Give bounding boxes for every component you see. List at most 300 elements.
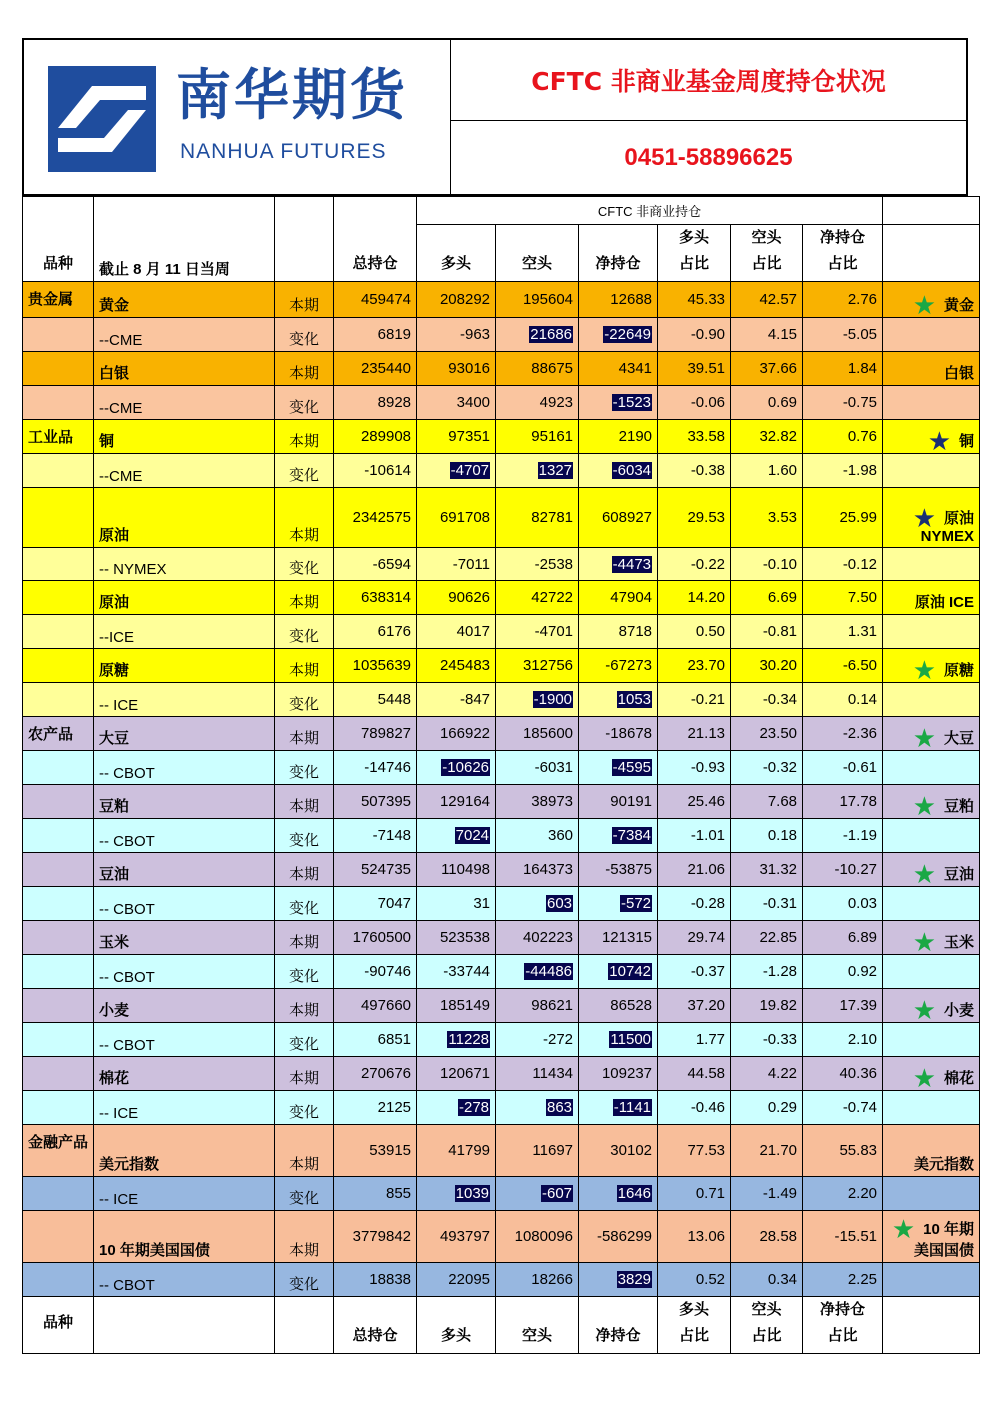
cell-long (417, 581, 496, 615)
cell-short (496, 454, 579, 488)
value-text: -6594 (372, 555, 412, 573)
label-cell (883, 853, 980, 887)
footer-blank (275, 1297, 334, 1354)
label-cell (883, 785, 980, 819)
cell-long (417, 887, 496, 921)
cell-short (496, 921, 579, 955)
period-cell: 变化 (275, 887, 334, 921)
value-text: 45.33 (687, 291, 726, 308)
value-text: -4701 (534, 623, 574, 640)
variety-name: -- CBOT (94, 1023, 275, 1057)
footer-blank (94, 1297, 275, 1354)
cell-net-pct (803, 921, 883, 955)
cell-short-pct (731, 955, 803, 989)
category-cell (23, 751, 94, 785)
value-text: 97351 (448, 428, 491, 445)
variety-name: 黄金 (94, 282, 275, 318)
value-text: -33744 (443, 963, 491, 980)
cell-short-pct (731, 488, 803, 548)
table-row (23, 548, 980, 581)
cell-net (579, 1125, 658, 1177)
value-text: 0.18 (767, 827, 798, 844)
cell-short-pct (731, 751, 803, 785)
table-row (23, 1023, 980, 1057)
value-text: 17.78 (839, 793, 878, 810)
label-cell (883, 581, 980, 615)
col-header-long-pct: 多头 占比 (658, 225, 731, 282)
cell-net-pct (803, 1023, 883, 1057)
value-text: -53875 (605, 861, 653, 878)
value-text: 208292 (439, 291, 491, 308)
value-text: 6.69 (767, 589, 798, 606)
cell-long-pct (658, 921, 731, 955)
value-text: 608927 (601, 509, 653, 526)
value-text: 23.50 (759, 725, 798, 742)
cell-short-pct (731, 717, 803, 751)
cell-short (496, 420, 579, 454)
cell-short (496, 1057, 579, 1091)
logo-text-cn: 南华期货 (176, 63, 409, 127)
highlight-value: -4473 (612, 555, 652, 573)
cell-total (334, 1091, 417, 1125)
report-title: CFTC 非商业基金周度持仓状况 (531, 67, 886, 96)
highlight-value: 21686 (530, 326, 573, 343)
table-row (23, 581, 980, 615)
value-text: -18678 (605, 725, 653, 742)
label-cell (883, 921, 980, 955)
value-text: -0.37 (690, 963, 726, 980)
title-area (451, 40, 966, 121)
value-text: -10614 (364, 462, 412, 479)
cell-long (417, 548, 496, 581)
table-row (23, 751, 980, 785)
value-text: -2.36 (842, 725, 878, 742)
value-text: -0.12 (842, 555, 878, 573)
highlight-value: -4707 (450, 462, 490, 479)
cell-short (496, 1125, 579, 1177)
variety-name: 豆油 (94, 853, 275, 887)
star-icon: ★ (912, 290, 936, 318)
value-text: -1.98 (842, 462, 878, 479)
category-cell: 金融产品 (23, 1125, 94, 1177)
col-header-label-blank (883, 225, 980, 282)
cell-net (579, 649, 658, 683)
cell-net (579, 955, 658, 989)
cell-net-pct (803, 1211, 883, 1263)
col-header-net: 净持仓 (579, 225, 658, 282)
table-row (23, 853, 980, 887)
value-text: 0.52 (695, 1271, 726, 1288)
cell-net (579, 282, 658, 318)
table-body (23, 282, 980, 1297)
value-text: 4923 (539, 394, 574, 411)
cell-short-pct (731, 352, 803, 386)
value-text: -1.01 (690, 827, 726, 844)
cell-short (496, 1091, 579, 1125)
variety-name: -- ICE (94, 683, 275, 717)
value-text: -10.27 (834, 861, 878, 878)
value-text: -586299 (596, 1228, 653, 1245)
value-text: 44.58 (687, 1065, 726, 1082)
highlight-value: -6034 (612, 462, 652, 479)
cell-long (417, 352, 496, 386)
value-text: 289908 (360, 428, 412, 445)
label-cell (883, 352, 980, 386)
period-cell: 变化 (275, 454, 334, 488)
highlight-value: 1039 (455, 1185, 490, 1202)
value-text: 6819 (377, 326, 412, 343)
value-text: 19.82 (759, 997, 798, 1014)
table-row (23, 1177, 980, 1211)
star-icon: ★ (912, 791, 936, 819)
cell-short-pct (731, 887, 803, 921)
category-cell (23, 649, 94, 683)
variety-label: 原油 (944, 510, 975, 527)
value-text: 25.99 (839, 509, 878, 526)
value-text: -15.51 (834, 1228, 878, 1245)
value-text: -90746 (364, 963, 412, 980)
cell-long (417, 420, 496, 454)
cell-long-pct (658, 717, 731, 751)
category-cell (23, 581, 94, 615)
cell-long (417, 955, 496, 989)
value-text: 21.06 (687, 861, 726, 878)
cell-short-pct (731, 853, 803, 887)
cell-long (417, 1091, 496, 1125)
variety-name: 玉米 (94, 921, 275, 955)
cell-short (496, 887, 579, 921)
cell-net-pct (803, 853, 883, 887)
cell-total (334, 581, 417, 615)
variety-name: -- ICE (94, 1091, 275, 1125)
highlight-value: -4595 (612, 759, 652, 776)
value-text: 312756 (522, 657, 574, 674)
cell-long (417, 853, 496, 887)
highlight-value: -44486 (525, 963, 573, 980)
label-cell (883, 683, 980, 717)
label-cell (883, 649, 980, 683)
cell-net-pct (803, 615, 883, 649)
value-text: -0.31 (762, 895, 798, 912)
value-text: 32.82 (759, 428, 798, 445)
value-text: 28.58 (759, 1228, 798, 1245)
value-text: 0.34 (767, 1271, 798, 1288)
cell-total (334, 1023, 417, 1057)
variety-label: 美元指数 (914, 1156, 975, 1173)
value-text: -0.38 (690, 462, 726, 479)
cell-net (579, 581, 658, 615)
cell-long-pct (658, 1125, 731, 1177)
value-text: -1.28 (762, 963, 798, 980)
value-text: 245483 (439, 657, 491, 674)
value-text: -0.32 (762, 759, 798, 776)
value-text: 22.85 (759, 929, 798, 946)
cell-net (579, 1177, 658, 1211)
period-cell: 本期 (275, 785, 334, 819)
highlight-value: 1327 (538, 462, 573, 479)
value-text: 195604 (522, 291, 574, 308)
value-text: 11697 (532, 1142, 574, 1159)
value-text: 88675 (531, 360, 574, 377)
value-text: 185149 (439, 997, 491, 1014)
cell-short (496, 785, 579, 819)
cell-short-pct (731, 1263, 803, 1297)
cell-total (334, 683, 417, 717)
highlight-value: -1141 (613, 1099, 652, 1116)
value-text: 6.89 (847, 929, 878, 946)
col-header-net-pct: 净持仓 占比 (803, 225, 883, 282)
value-text: -2538 (534, 555, 574, 573)
label-cell (883, 751, 980, 785)
period-cell: 变化 (275, 615, 334, 649)
cell-long (417, 819, 496, 853)
variety-label-2: NYMEX (920, 528, 975, 545)
value-text: 3779842 (352, 1228, 412, 1245)
logo-area (24, 40, 451, 194)
category-cell (23, 785, 94, 819)
cell-total (334, 615, 417, 649)
value-text: 2125 (377, 1099, 412, 1116)
value-text: 855 (385, 1185, 412, 1202)
value-text: 31 (473, 895, 491, 912)
cell-long-pct (658, 386, 731, 420)
cell-short (496, 352, 579, 386)
variety-label: 大豆 (944, 730, 975, 747)
cell-net (579, 1023, 658, 1057)
footer-long-pct: 多头 占比 (658, 1297, 731, 1354)
cell-net-pct (803, 1091, 883, 1125)
period-cell: 本期 (275, 717, 334, 751)
value-text: -0.33 (762, 1031, 798, 1048)
cell-long-pct (658, 318, 731, 352)
value-text: 37.66 (759, 360, 798, 377)
period-cell: 本期 (275, 649, 334, 683)
category-cell (23, 352, 94, 386)
cell-total (334, 785, 417, 819)
cell-net (579, 1263, 658, 1297)
variety-name: 大豆 (94, 717, 275, 751)
cell-total (334, 548, 417, 581)
value-text: -0.74 (842, 1099, 878, 1116)
cell-total (334, 1177, 417, 1211)
cell-short (496, 683, 579, 717)
variety-name: 小麦 (94, 989, 275, 1023)
col-header-period (275, 197, 334, 282)
table-row (23, 282, 980, 318)
value-text: 524735 (360, 861, 412, 878)
label-cell (883, 1125, 980, 1177)
variety-label: 铜 (959, 433, 975, 450)
value-text: 691708 (439, 509, 491, 526)
value-text: 120671 (439, 1065, 491, 1082)
variety-label: 豆粕 (944, 798, 975, 815)
cell-net (579, 683, 658, 717)
value-text: 47904 (610, 589, 653, 606)
table-row (23, 488, 980, 548)
value-text: 30.20 (759, 657, 798, 674)
label-cell (883, 989, 980, 1023)
period-cell: 本期 (275, 352, 334, 386)
highlight-value: -572 (620, 895, 652, 912)
cell-long (417, 683, 496, 717)
value-text: -0.21 (690, 691, 726, 708)
value-text: -7148 (372, 827, 412, 844)
cell-long (417, 615, 496, 649)
value-text: 0.29 (767, 1099, 798, 1116)
period-cell: 变化 (275, 548, 334, 581)
logo-text-en: NANHUA FUTURES (180, 140, 387, 163)
variety-name: --CME (94, 454, 275, 488)
cell-total (334, 955, 417, 989)
highlight-value: 603 (546, 895, 573, 912)
cell-short-pct (731, 1091, 803, 1125)
cell-total (334, 386, 417, 420)
value-text: -0.22 (690, 555, 726, 573)
variety-name: -- CBOT (94, 1263, 275, 1297)
cell-short-pct (731, 649, 803, 683)
cell-long (417, 717, 496, 751)
report-header (22, 38, 968, 196)
cell-net (579, 1057, 658, 1091)
variety-name: -- CBOT (94, 887, 275, 921)
value-text: 22095 (448, 1271, 491, 1288)
cell-short (496, 318, 579, 352)
value-text: 2342575 (352, 509, 412, 526)
period-cell: 变化 (275, 1023, 334, 1057)
category-cell (23, 887, 94, 921)
cell-net (579, 488, 658, 548)
table-row (23, 683, 980, 717)
value-text: 3400 (456, 394, 491, 411)
highlight-value: -22649 (604, 326, 652, 343)
cell-long-pct (658, 649, 731, 683)
value-text: 2.10 (847, 1031, 878, 1048)
cell-net-pct (803, 352, 883, 386)
variety-name: 10 年期美国国债 (94, 1211, 275, 1263)
label-cell (883, 1211, 980, 1263)
col-header-short: 空头 (496, 225, 579, 282)
cell-short-pct (731, 420, 803, 454)
cell-long (417, 282, 496, 318)
cell-short-pct (731, 1023, 803, 1057)
cell-total (334, 318, 417, 352)
value-text: 14.20 (687, 589, 726, 606)
value-text: 13.06 (687, 1228, 726, 1245)
value-text: 29.53 (687, 509, 726, 526)
label-cell (883, 488, 980, 548)
highlight-value: -278 (458, 1099, 490, 1116)
value-text: 1.77 (695, 1031, 726, 1048)
category-cell (23, 921, 94, 955)
cell-long (417, 1023, 496, 1057)
cell-short (496, 649, 579, 683)
period-cell: 变化 (275, 1177, 334, 1211)
label-cell (883, 282, 980, 318)
value-text: 0.50 (695, 623, 726, 640)
value-text: 38973 (531, 793, 574, 810)
period-cell: 本期 (275, 488, 334, 548)
cell-long-pct (658, 282, 731, 318)
cell-net-pct (803, 819, 883, 853)
value-text: 7.68 (767, 793, 798, 810)
category-cell (23, 683, 94, 717)
value-text: 270676 (360, 1065, 412, 1082)
cell-long-pct (658, 887, 731, 921)
value-text: 0.14 (847, 691, 878, 708)
cell-short (496, 488, 579, 548)
cell-net-pct (803, 282, 883, 318)
cell-long (417, 1177, 496, 1211)
category-cell: 农产品 (23, 717, 94, 751)
phone-number: 0451-58896625 (624, 143, 793, 171)
highlight-value: 11500 (610, 1031, 652, 1048)
highlight-value: 7024 (455, 827, 490, 844)
label-cell (883, 386, 980, 420)
value-text: 129164 (439, 793, 491, 810)
cell-short-pct (731, 318, 803, 352)
period-cell: 本期 (275, 581, 334, 615)
cell-short-pct (731, 581, 803, 615)
value-text: 93016 (448, 360, 491, 377)
cell-long (417, 1125, 496, 1177)
cell-total (334, 1125, 417, 1177)
variety-label: 黄金 (944, 297, 975, 314)
footer-total: 总持仓 (334, 1297, 417, 1354)
period-cell: 变化 (275, 751, 334, 785)
cell-total (334, 751, 417, 785)
label-cell (883, 548, 980, 581)
cell-net (579, 819, 658, 853)
cell-net-pct (803, 887, 883, 921)
highlight-value: 11228 (448, 1031, 490, 1048)
cell-net-pct (803, 488, 883, 548)
cell-long-pct (658, 615, 731, 649)
value-text: 789827 (360, 725, 412, 742)
footer-row (23, 1297, 980, 1354)
cell-net (579, 1211, 658, 1263)
cell-total (334, 282, 417, 318)
table-row (23, 352, 980, 386)
table-row (23, 1211, 980, 1263)
value-text: 77.53 (687, 1142, 726, 1159)
label-cell (883, 1177, 980, 1211)
cell-total (334, 420, 417, 454)
cell-short-pct (731, 1211, 803, 1263)
footer-variety: 品种 (23, 1297, 94, 1354)
cell-long-pct (658, 352, 731, 386)
category-cell (23, 1177, 94, 1211)
cell-net-pct (803, 649, 883, 683)
cell-net (579, 751, 658, 785)
category-cell (23, 386, 94, 420)
cell-net-pct (803, 454, 883, 488)
highlight-value: -7384 (612, 827, 652, 844)
value-text: 2.76 (847, 291, 878, 308)
period-cell: 本期 (275, 989, 334, 1023)
variety-name: 原油 (94, 488, 275, 548)
value-text: -1.19 (842, 827, 878, 844)
value-text: 8718 (618, 623, 653, 640)
value-text: 507395 (360, 793, 412, 810)
positions-table (22, 196, 980, 1354)
variety-name: 棉花 (94, 1057, 275, 1091)
value-text: 523538 (439, 929, 491, 946)
cell-long (417, 318, 496, 352)
value-text: -963 (459, 326, 491, 343)
variety-label: 原油 ICE (914, 594, 975, 611)
star-icon: ★ (912, 723, 936, 751)
cell-net-pct (803, 548, 883, 581)
